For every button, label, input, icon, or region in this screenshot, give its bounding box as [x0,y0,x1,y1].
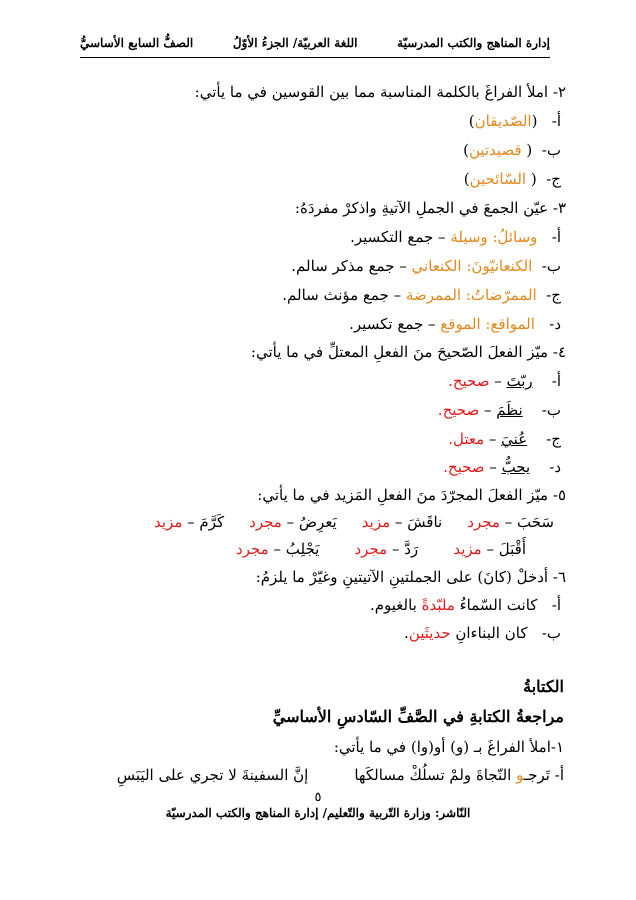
q5-row-2 [236,537,526,561]
q5-pair: كَرَّمَ – مزيد [154,513,225,531]
q5-pair: سَحَبَ – مجرد [467,513,554,531]
q3-item-b: ب- الكنعانيّونَ: الكنعاني – جمع مذكر سالم. [291,257,561,275]
q4-item-c: ج- عُنيَ – معتل. [448,430,561,448]
q6-title: ٦- أدخلْ (كانَ) على الجملتينِ الآتيتينِ وغيّرْ ما يلزمُ: [255,568,566,586]
writing-section-title: الكتابةُ [523,677,564,696]
page-number: ٥ [314,790,322,805]
q2-title: ٢- املأ الفراغَ بالكلمة المناسبة مما بين القوسين في ما يأتي: [194,83,566,101]
publisher-footer: النّاشر: وزارة التّربية والتّعليم/ إدارة المناهج والكتب المدرسيّة [165,806,471,820]
q3-item-a: أ- وسائلُ: وسيلة – جمع التكسير. [350,228,561,246]
q4-title: ٤- ميّز الفعلَ الصّحيحَ منَ الفعلِ المعتلِّ في ما يأتي: [250,343,566,361]
q4-item-a: أ- ربّتَ – صحيح. [448,372,561,390]
header-department: إدارة المناهج والكتب المدرسيّة [397,36,550,50]
q3-item-d: د- المواقع: الموقع – جمع تكسير. [349,315,561,333]
page-header [80,36,550,56]
writing-subtitle: مراجعةُ الكتابةِ في الصَّفِّ السّادسِ الأساسيِّ [272,707,564,726]
writing-q1-title: ١-املأ الفراغَ بـ (و) أو(وا) في ما يأتي: [333,738,564,756]
q2-answer-a: الصّديقان [474,112,532,130]
q5-title: ٥- ميّز الفعلَ المجرّدَ منَ الفعلِ المَزيد في ما يأتي: [257,486,566,504]
q2-item-c: ج- ( السّائحين) [463,170,561,188]
q2-answer-c: السّائحين [469,170,527,188]
header-grade: الصفُّ السابع الأساسيُّ [80,36,194,50]
writing-q1-item-a: أ- تَرجـو النّجاةَ ولمْ تسلُكْ مسالكَهاإنَّ السفينةَ لا تجري على اليَبَسِ [116,766,564,784]
q3-title: ٣- عيّن الجمعَ في الجملِ الآتيةِ واذكرْ مفردَهُ: [294,199,566,217]
q2-item-b: ب- ( قصيدتين) [463,141,561,159]
q5-pair: يَعرِضُ – مجرد [249,513,337,531]
q5-pair: ناقَشَ – مزيد [361,513,443,531]
q4-item-b: ب- نظَمَ – صحيح. [437,401,561,419]
q2-item-a: أ- (الصّديقان) [468,112,561,130]
q4-item-d: د- يحبُّ – صحيح. [443,458,561,476]
q5-row-1 [154,510,554,534]
q6-item-b: ب- كان البناءانِ حديثَين. [404,624,561,642]
q5-pair: رَدَّ – مجرد [354,540,419,558]
q6-item-a: أ- كانت السّماءُ ملبّدةً بالغيوم. [369,596,561,614]
q3-item-c: ج- الممرّضاتُ: الممرضة – جمع مؤنث سالم. [282,286,561,304]
q5-pair: يَجْلِبُ – مجرد [236,540,320,558]
header-subject: اللغة العربيّة/ الجزءُ الأوّلُ [232,36,358,50]
q2-answer-b: قصيدتين [468,141,522,159]
q5-pair: أَقْبَلَ – مزيد [453,540,526,558]
header-divider [80,57,550,58]
